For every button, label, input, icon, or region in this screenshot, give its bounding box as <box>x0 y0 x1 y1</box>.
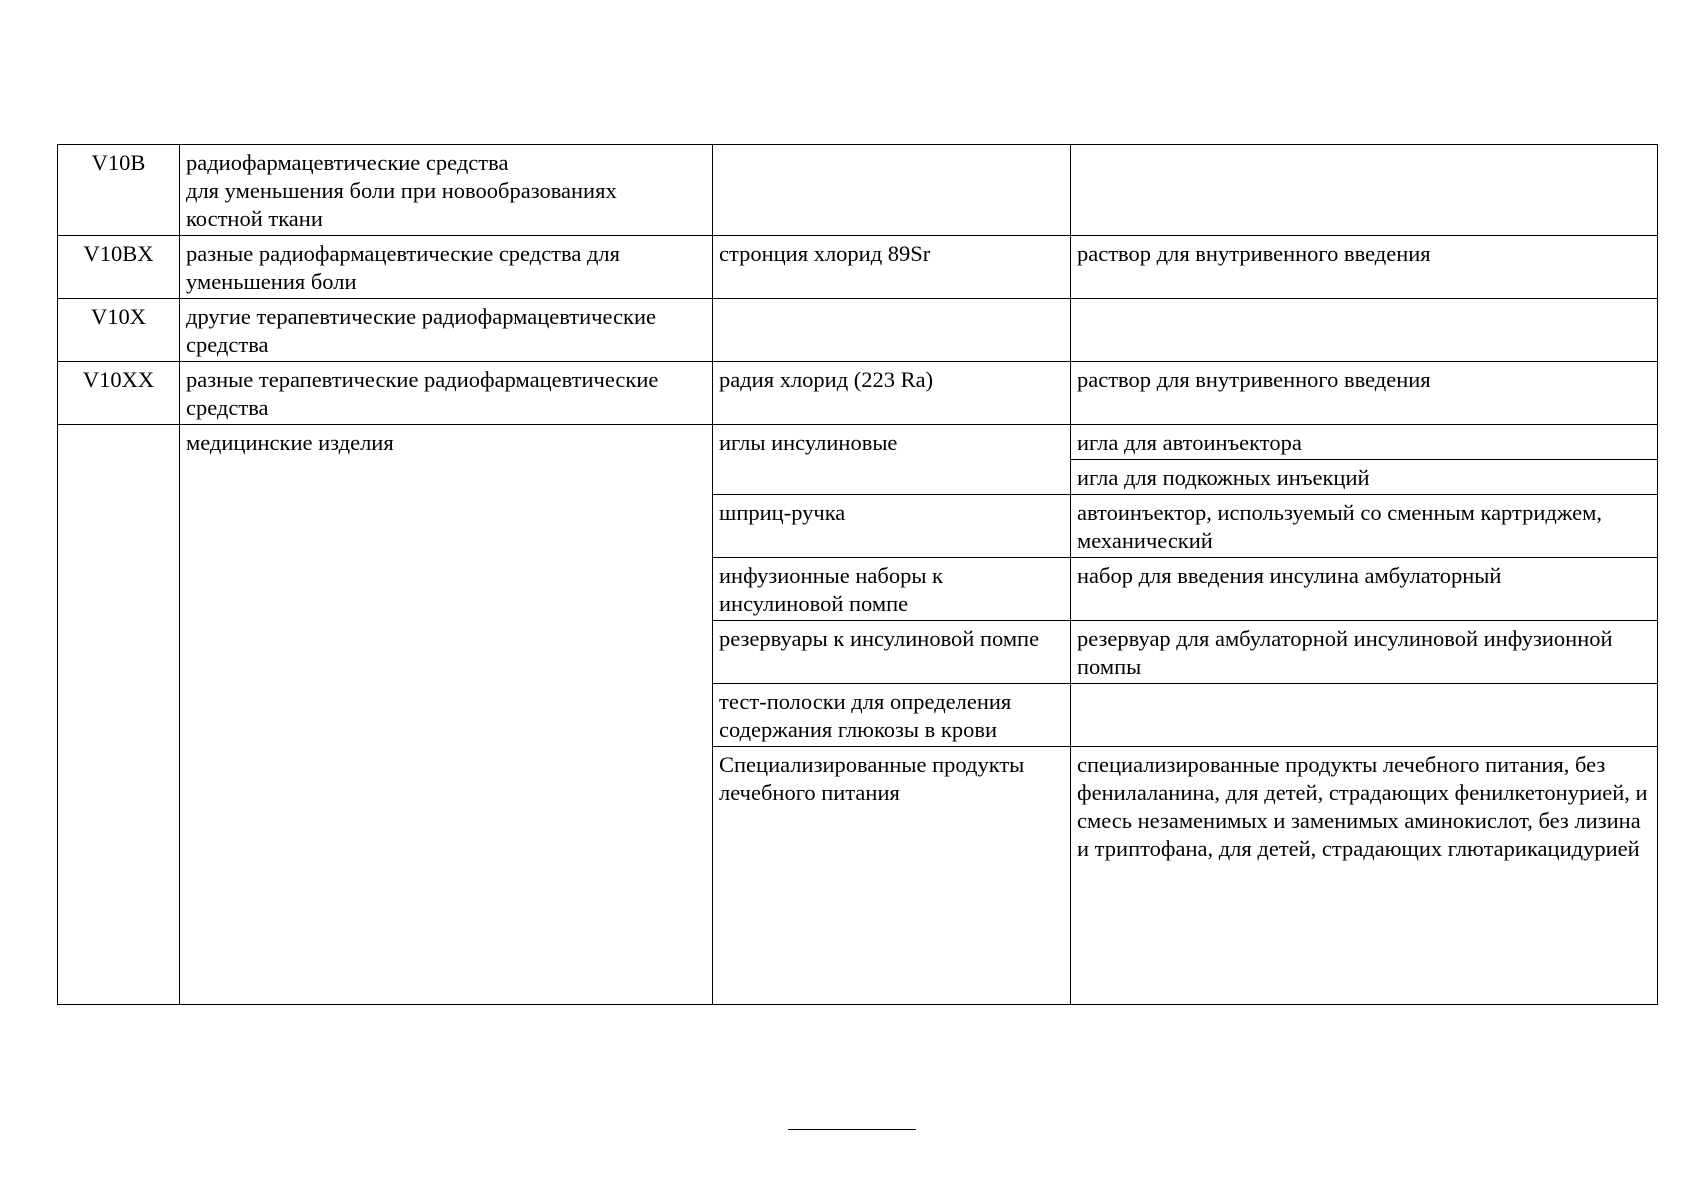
dosage-form-cell: игла для автоинъектора <box>1071 425 1658 460</box>
group-name-cell: радиофармацевтические средства для уменьшения боли при новообразованиях костной ткани <box>180 145 713 236</box>
dosage-form-cell: раствор для внутривенного введения <box>1071 236 1658 299</box>
group-name-cell: Специализированные продукты лечебного питания <box>713 747 1071 1005</box>
group-name-cell: разные терапевтические радиофармацевтические средства <box>180 362 713 425</box>
dosage-form-cell <box>1071 684 1658 747</box>
dosage-form-cell <box>1071 299 1658 362</box>
drug-name-cell: стронция хлорид 89Sr <box>713 236 1071 299</box>
drug-name-cell: инфузионные наборы к инсулиновой помпе <box>713 558 1071 621</box>
group-name-cell: разные радиофармацевтические средства для уменьшения боли <box>180 236 713 299</box>
drug-name-cell: шприц-ручка <box>713 495 1071 558</box>
group-name-cell: медицинские изделия <box>180 425 713 1005</box>
table-row <box>58 236 1658 299</box>
drug-name-cell <box>713 145 1071 236</box>
atc-code-cell-empty <box>58 425 180 1005</box>
dosage-form-cell: набор для введения инсулина амбулаторный <box>1071 558 1658 621</box>
table-row <box>58 145 1658 236</box>
drug-name-cell <box>713 299 1071 362</box>
dosage-form-cell <box>1071 145 1658 236</box>
atc-code-cell: V10XX <box>58 362 180 425</box>
atc-code-cell: V10B <box>58 145 180 236</box>
dosage-form-cell: игла для подкожных инъекций <box>1071 460 1658 495</box>
atc-code-cell: V10BX <box>58 236 180 299</box>
dosage-form-cell: автоинъектор, используемый со сменным картриджем, механический <box>1071 495 1658 558</box>
drug-name-cell: резервуары к инсулиновой помпе <box>713 621 1071 684</box>
drug-name-cell: радия хлорид (223 Ra) <box>713 362 1071 425</box>
table-row <box>58 299 1658 362</box>
table-row <box>58 425 1658 460</box>
atc-code-cell: V10X <box>58 299 180 362</box>
group-name-cell: другие терапевтические радиофармацевтические средства <box>180 299 713 362</box>
dosage-form-cell: резервуар для амбулаторной инсулиновой инфузионной помпы <box>1071 621 1658 684</box>
drug-list-table <box>57 144 1658 1005</box>
drug-name-cell: иглы инсулиновые <box>713 425 1071 495</box>
drug-name-cell: тест-полоски для определения содержания глюкозы в крови <box>713 684 1071 747</box>
footer-divider <box>788 1129 916 1130</box>
drug-name-cell: специализированные продукты лечебного питания, без фенилаланина, для детей, страдающих фенилкетонурией, и смесь незаменимых и заменимых аминокислот, без лизина и триптофана, для детей, страдающих глютарикацидурией <box>1071 747 1658 1005</box>
table-row <box>58 362 1658 425</box>
dosage-form-cell: раствор для внутривенного введения <box>1071 362 1658 425</box>
